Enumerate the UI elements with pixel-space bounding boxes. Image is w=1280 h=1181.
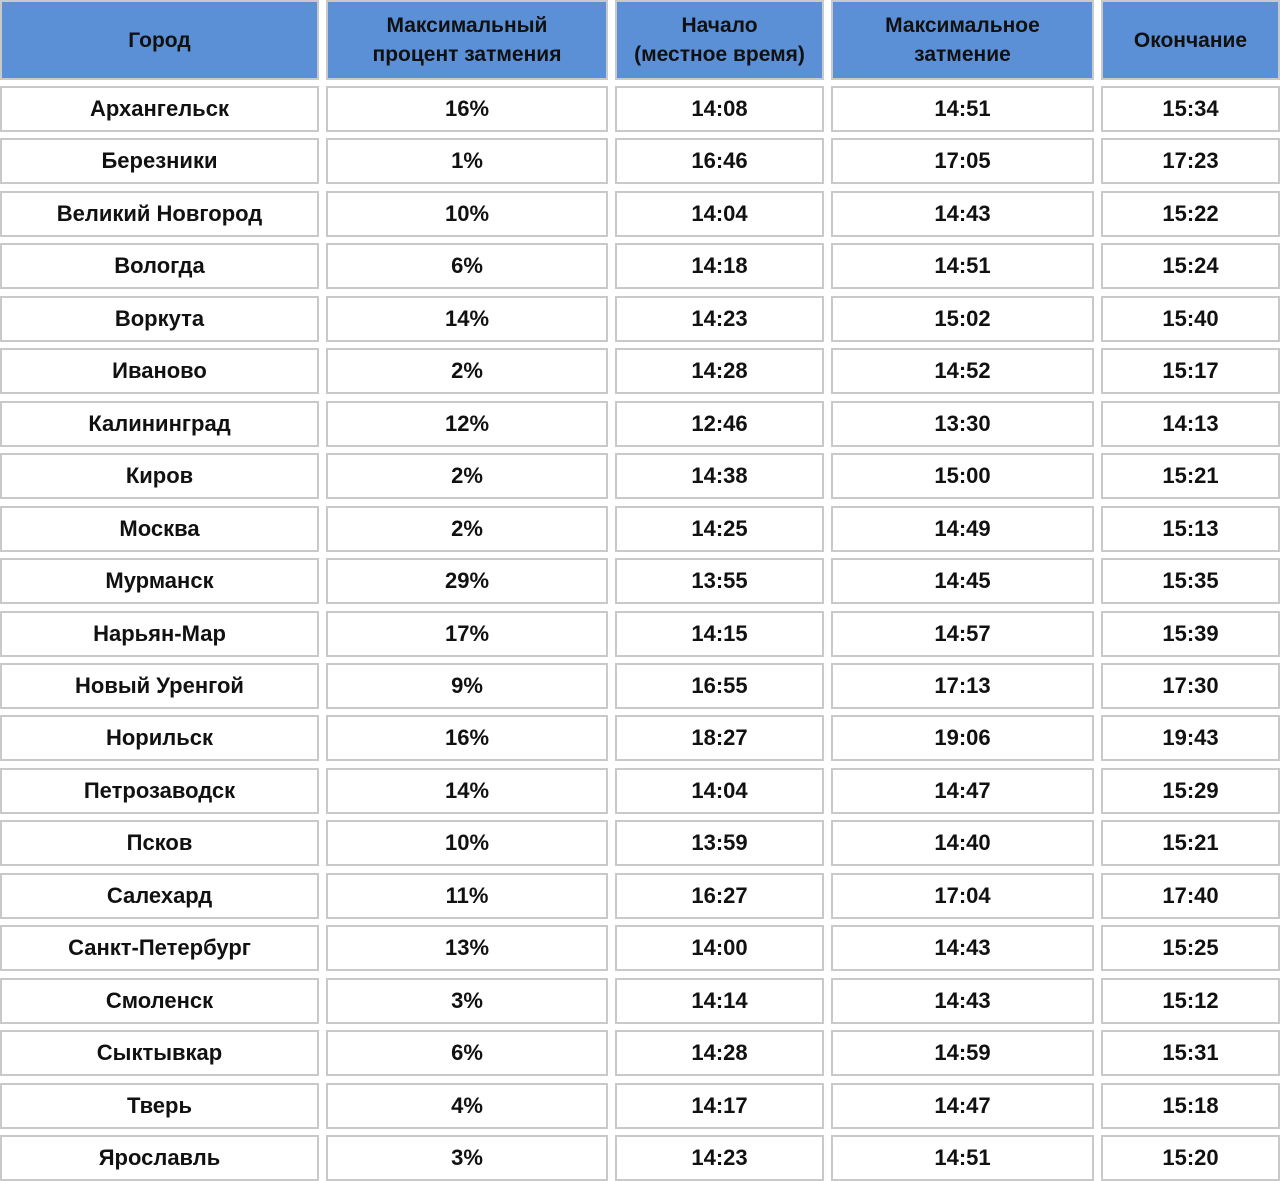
table-cell-max-eclipse-time: 14:59: [831, 1030, 1094, 1076]
table-cell-end-time: 15:17: [1101, 348, 1280, 394]
table-cell-end-time: 15:20: [1101, 1135, 1280, 1181]
table-cell-city: Нарьян-Мар: [0, 611, 319, 657]
header-end-time: [1101, 0, 1280, 80]
table-cell-max-eclipse-time: 14:43: [831, 978, 1094, 1024]
table-cell-end-time: 17:23: [1101, 138, 1280, 184]
table-cell-max-percent: 14%: [326, 768, 608, 814]
table-cell-city: Вологда: [0, 243, 319, 289]
table-cell-start-time: 14:04: [615, 191, 824, 237]
table-cell-end-time: 15:40: [1101, 296, 1280, 342]
table-cell-city: Псков: [0, 820, 319, 866]
table-cell-start-time: 14:17: [615, 1083, 824, 1129]
header-city: [0, 0, 319, 80]
table-cell-start-time: 13:59: [615, 820, 824, 866]
table-cell-max-eclipse-time: 14:52: [831, 348, 1094, 394]
table-cell-end-time: 15:24: [1101, 243, 1280, 289]
table-cell-max-eclipse-time: 13:30: [831, 401, 1094, 447]
table-cell-start-time: 14:23: [615, 296, 824, 342]
table-cell-max-eclipse-time: 15:02: [831, 296, 1094, 342]
table-cell-city: Мурманск: [0, 558, 319, 604]
table-cell-start-time: 12:46: [615, 401, 824, 447]
table-cell-max-percent: 3%: [326, 1135, 608, 1181]
table-cell-start-time: 14:28: [615, 1030, 824, 1076]
table-cell-max-percent: 11%: [326, 873, 608, 919]
table-cell-end-time: 17:40: [1101, 873, 1280, 919]
header-start-time: [615, 0, 824, 80]
table-cell-max-eclipse-time: 14:47: [831, 768, 1094, 814]
table-cell-max-percent: 6%: [326, 1030, 608, 1076]
table-cell-start-time: 13:55: [615, 558, 824, 604]
table-cell-max-eclipse-time: 15:00: [831, 453, 1094, 499]
header-max-eclipse-time: [831, 0, 1094, 80]
header-label: Начало (местное время): [634, 14, 805, 66]
table-cell-start-time: 16:55: [615, 663, 824, 709]
table-cell-max-percent: 3%: [326, 978, 608, 1024]
table-cell-max-eclipse-time: 14:43: [831, 191, 1094, 237]
table-cell-max-percent: 6%: [326, 243, 608, 289]
table-cell-end-time: 15:22: [1101, 191, 1280, 237]
table-cell-max-percent: 2%: [326, 506, 608, 552]
table-cell-max-eclipse-time: 14:40: [831, 820, 1094, 866]
table-cell-max-percent: 2%: [326, 453, 608, 499]
table-cell-end-time: 15:39: [1101, 611, 1280, 657]
table-cell-city: Петрозаводск: [0, 768, 319, 814]
header-label: Город: [128, 28, 191, 52]
table-cell-max-percent: 12%: [326, 401, 608, 447]
table-cell-start-time: 14:25: [615, 506, 824, 552]
table-cell-city: Санкт-Петербург: [0, 925, 319, 971]
table-cell-max-percent: 14%: [326, 296, 608, 342]
table-cell-max-eclipse-time: 14:51: [831, 243, 1094, 289]
table-cell-max-percent: 4%: [326, 1083, 608, 1129]
table-cell-max-eclipse-time: 19:06: [831, 715, 1094, 761]
header-label: Окончание: [1133, 28, 1248, 52]
table-cell-end-time: 15:18: [1101, 1083, 1280, 1129]
table-cell-max-percent: 2%: [326, 348, 608, 394]
table-cell-city: Калининград: [0, 401, 319, 447]
table-cell-max-percent: 10%: [326, 820, 608, 866]
table-cell-city: Иваново: [0, 348, 319, 394]
table-cell-city: Ярославль: [0, 1135, 319, 1181]
table-cell-city: Великий Новгород: [0, 191, 319, 237]
table-cell-max-eclipse-time: 14:57: [831, 611, 1094, 657]
table-cell-max-eclipse-time: 14:47: [831, 1083, 1094, 1129]
table-cell-start-time: 14:15: [615, 611, 824, 657]
table-cell-end-time: 15:29: [1101, 768, 1280, 814]
table-cell-end-time: 15:13: [1101, 506, 1280, 552]
table-cell-end-time: 17:30: [1101, 663, 1280, 709]
table-cell-max-eclipse-time: 17:04: [831, 873, 1094, 919]
table-cell-max-percent: 1%: [326, 138, 608, 184]
table-cell-start-time: 14:18: [615, 243, 824, 289]
table-cell-max-eclipse-time: 14:45: [831, 558, 1094, 604]
header-label: Максимальный процент затмения: [372, 14, 562, 66]
table-cell-start-time: 14:14: [615, 978, 824, 1024]
table-cell-city: Москва: [0, 506, 319, 552]
table-cell-max-eclipse-time: 14:51: [831, 1135, 1094, 1181]
table-cell-end-time: 15:34: [1101, 86, 1280, 132]
table-cell-end-time: 15:35: [1101, 558, 1280, 604]
table-cell-end-time: 14:13: [1101, 401, 1280, 447]
table-cell-city: Архангельск: [0, 86, 319, 132]
table-cell-max-eclipse-time: 17:13: [831, 663, 1094, 709]
table-cell-end-time: 15:25: [1101, 925, 1280, 971]
table-cell-end-time: 15:31: [1101, 1030, 1280, 1076]
table-cell-start-time: 18:27: [615, 715, 824, 761]
table-cell-end-time: 15:21: [1101, 453, 1280, 499]
table-cell-city: Воркута: [0, 296, 319, 342]
table-cell-max-percent: 17%: [326, 611, 608, 657]
table-cell-start-time: 14:23: [615, 1135, 824, 1181]
table-cell-max-eclipse-time: 14:49: [831, 506, 1094, 552]
table-cell-city: Норильск: [0, 715, 319, 761]
table-cell-max-percent: 29%: [326, 558, 608, 604]
table-cell-max-percent: 13%: [326, 925, 608, 971]
table-cell-max-percent: 16%: [326, 86, 608, 132]
table-cell-max-eclipse-time: 17:05: [831, 138, 1094, 184]
table-cell-end-time: 15:12: [1101, 978, 1280, 1024]
table-cell-start-time: 16:27: [615, 873, 824, 919]
table-cell-start-time: 14:28: [615, 348, 824, 394]
table-cell-start-time: 14:08: [615, 86, 824, 132]
table-cell-start-time: 14:00: [615, 925, 824, 971]
table-cell-start-time: 14:38: [615, 453, 824, 499]
table-cell-max-eclipse-time: 14:43: [831, 925, 1094, 971]
header-label: Максимальное затмение: [885, 14, 1040, 66]
table-cell-start-time: 16:46: [615, 138, 824, 184]
table-cell-max-percent: 16%: [326, 715, 608, 761]
table-cell-city: Березники: [0, 138, 319, 184]
table-cell-city: Салехард: [0, 873, 319, 919]
table-cell-city: Киров: [0, 453, 319, 499]
table-cell-city: Сыктывкар: [0, 1030, 319, 1076]
header-max-percent: [326, 0, 608, 80]
table-cell-max-percent: 10%: [326, 191, 608, 237]
table-cell-start-time: 14:04: [615, 768, 824, 814]
table-cell-end-time: 15:21: [1101, 820, 1280, 866]
table-cell-max-percent: 9%: [326, 663, 608, 709]
table-cell-max-eclipse-time: 14:51: [831, 86, 1094, 132]
table-cell-city: Смоленск: [0, 978, 319, 1024]
table-cell-city: Тверь: [0, 1083, 319, 1129]
table-cell-end-time: 19:43: [1101, 715, 1280, 761]
table-cell-city: Новый Уренгой: [0, 663, 319, 709]
